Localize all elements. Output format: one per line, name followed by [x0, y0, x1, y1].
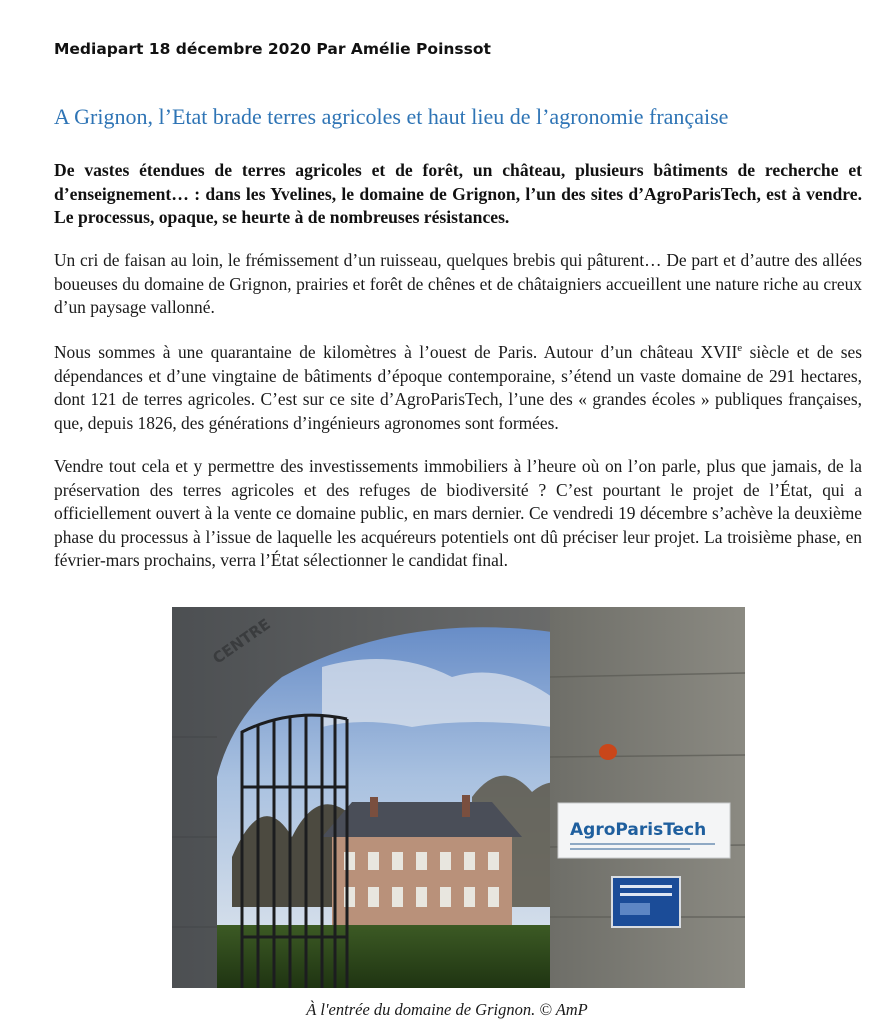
entrance-photo-illustration: [172, 607, 745, 988]
article-paragraph-1: Un cri de faisan au loin, le frémissement d’un ruisseau, quelques brebis qui pâturent… De part et d’autre des allées boueuses du domaine de Grignon, prairies et forêt de chênes et de châtaigniers accueillent une nature riche au creux d’un paysage vallonné.: [54, 250, 862, 317]
article-lead: De vastes étendues de terres agricoles et de forêt, un château, plusieurs bâtiments de recherche et d’enseignement… : dans les Yvelines, le domaine de Grignon, l’un des sites d’AgroParisTech, est à vendre. Le processus, opaque, se heurte à de nombreuses résistances.: [54, 160, 862, 227]
sign-logo-text: AgroParisTech: [570, 820, 707, 840]
arch-inscription: CENTRE: [209, 614, 274, 668]
paragraph-2-text-b: siècle et de ses dépendances et d’une vingtaine de bâtiments d’époque contemporaine, s’étend un vaste domaine de 291 hectares, dont 121 de terres agricoles. C’est sur ce site d’AgroParisTech, l’une des « grandes écoles » publiques françaises, que, depuis 1826, des générations d’ingénieurs agronomes sont formées.: [54, 342, 862, 433]
article-paragraph-3: Vendre tout cela et y permettre des investissements immobiliers à l’heure où on l’on parle, plus que jamais, de la préservation des terres agricoles et des refuges de biodiversité ? C’est pourtant le projet de l’État, qui a officiellement ouvert à la vente ce domaine public, en mars dernier. Ce vendredi 19 décembre s’achève la deuxième phase du processus à l’issue de laquelle les acquéreurs potentiels ont dû préciser leur projet. La troisième phase, en février-mars prochains, verra l’État sélectionner le candidat final.: [54, 456, 862, 570]
century-superscript: e: [737, 342, 743, 355]
domain-entrance-photo: [172, 607, 745, 988]
agroparistech-sign: [558, 803, 730, 858]
paragraph-2-text-a: Nous sommes à une quarantaine de kilomètres à l’ouest de Paris. Autour d’un château XVII: [54, 342, 738, 362]
article-paragraph-2: [54, 341, 862, 435]
wall-lamp: [599, 744, 617, 760]
photo-caption: À l'entrée du domaine de Grignon. © AmP: [306, 1000, 588, 1019]
blue-plaque: [612, 877, 680, 927]
article-title: A Grignon, l’Etat brade terres agricoles et haut lieu de l’agronomie française: [54, 104, 729, 129]
chateau: [322, 795, 522, 932]
byline: Mediapart 18 décembre 2020 Par Amélie Poinssot: [54, 40, 491, 58]
